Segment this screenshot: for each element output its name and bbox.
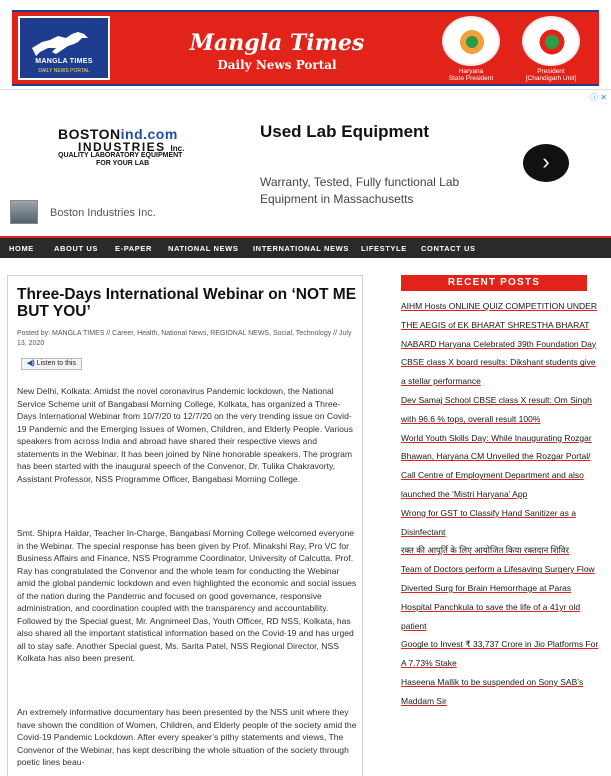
badge-emblem [442,16,500,66]
nav-national-news[interactable]: NATIONAL NEWS [168,244,239,253]
ad-body: Warranty, Tested, Fully functional Lab Equipment in Massachusetts [260,175,460,206]
horse-icon [28,28,100,58]
chandigarh-president-badge [516,16,586,82]
recent-post-link[interactable]: CBSE class X board results: Dikshant students give a stellar performance [401,357,596,387]
haryana-president-badge [436,16,506,82]
listen-button[interactable] [21,358,82,370]
site-tagline: Daily News Portal [217,58,337,72]
ad-headline[interactable]: Used Lab Equipment [260,122,430,141]
ad-logo-industries: INDUSTRIES [78,140,166,154]
badge-label-line2: [Chandigarh Unit] [525,75,577,82]
nav-home[interactable]: HOME [9,244,34,253]
recent-post-link[interactable]: Team of Doctors perform a Lifesaving Surgery Flow Diverted Surg for Brain Hemorrhage at Paras Hospital Panchkula to save the life of a 41yr old patient [401,564,595,631]
header-banner [12,10,599,86]
badge-emblem [522,16,580,66]
logo-subtext: DAILY NEWS PORTAL [38,68,90,74]
recent-post-link[interactable]: Haseena Mallik to be suspended on Sony SAB’s Maddam Sir [401,676,584,706]
ad-logo-inc: Inc. [170,144,185,153]
article-paragraph: An extremely informative documentary has been presented by the NSS unit where they have shown the condition of Women, Children, and Elderly people of the society amid the Covid-19 Pandemic Lockdown. After every speaker’s pithy statements and views, The Convenor of the Webinar, has kept describing the whole situation of the society through poetic lines beau- [17,707,357,767]
badge-label-line1: President [537,68,565,75]
seal-icon [538,28,566,56]
nav-contact-us[interactable]: CONTACT US [421,244,476,253]
nav-lifestyle[interactable]: LIFESTYLE [361,244,407,253]
logo-text: MANGLA TIMES [35,58,93,65]
nav-e-paper[interactable]: E-PAPER [115,244,152,253]
badge-label-line1: Haryana [458,68,484,75]
recent-post-link[interactable]: AIHM Hosts ONLINE QUIZ COMPETITION UNDER THE AEGIS of EK BHARAT SHRESTHA BHARAT [401,301,597,330]
india-map-icon [458,28,486,56]
ad-choices-icon[interactable]: ⓘ ✕ [590,93,607,102]
arrow-right-icon[interactable]: › [523,144,569,182]
recent-posts-list [401,297,601,711]
sidebar [395,270,605,776]
recent-post-link[interactable]: Wrong for GST to Classify Hand Sanitizer as a Disinfectant [401,507,576,537]
article-paragraph: Smt. Shipra Haldar, Teacher In-Charge, Bangabasi Morning College welcomed everyone in the Webinar. The special response has been given by Prof. Minakshi Ray, Pro VC for Business Affairs and Finance, NSS Programme Coordinator, University of Calcutta. Prof. Ray has congratulated the Convenor and the whole team for conducting the Webinar amid the global pandemic lockdown and even highlighted the economic and social issues of the nation during the Pandemic and focused on good governance, responsive administration, and coordination coupled with the transparency and accountability. Followed by the Special guest, Mr. Angnimeel Das, Youth Officer, RD NSS, Kolkata, has also shared all the important statistical information based on the Covid-19 and has urged all to stay safe. Another Special guest, Ms. Sarita Patel, NSS Regional Director, NSS Kolkata has also been present. [17,528,357,663]
recent-post-link[interactable]: Dev Samaj School CBSE class X result: Om Singh with 96.6 % tops, overall result 100% [401,394,592,424]
recent-posts-heading: RECENT POSTS [401,275,587,291]
ad-logo-indcom: ind.com [120,126,178,142]
site-header [0,0,611,90]
listen-label: Listen to this [36,360,76,367]
advertisement[interactable] [0,90,611,236]
main-nav [0,236,611,258]
nav-international-news[interactable]: INTERNATIONAL NEWS [253,244,349,253]
ad-advertiser[interactable]: Boston Industries Inc. [50,207,156,219]
site-logo[interactable] [18,16,110,80]
badge-label-line2: State President [448,75,494,82]
article-meta: Posted by: MANGLA TIMES // Career, Health, National News, REGIONAL NEWS, Social, Technology // July 13, 2020 [17,330,352,347]
site-title[interactable]: Mangla Times [189,30,365,56]
recent-post-link[interactable]: World Youth Skills Day: While Inaugurating Rozgar Bhawan, Haryana CM Unveiled the Rozgar Portal/ Call Centre of Employment Department and also launched the ‘Mistri Haryana’ App [401,432,592,499]
recent-post-link[interactable]: रक्त की आपूर्ति के लिए आयोजित किया रक्तदान शिविर [401,545,569,556]
advertiser-thumbnail [10,200,38,224]
article [7,275,363,776]
ad-logo-tagline2: FOR YOUR LAB [96,160,150,167]
nav-about-us[interactable]: ABOUT US [54,244,98,253]
speaker-icon: ◀) [27,360,35,367]
article-paragraph: New Delhi, Kolkata: Amidst the novel coronavirus Pandemic lockdown, the National Service Scheme unit of Bangabasi Morning College, Kolkata, has organized a Three-Days International Webinar from 10/7/20 to 12/7/20 on the very trending issue on Covid-19 Pandemic and the Emerging Issues of Women, Children, and Elderly People. Various speakers from across India and abroad have shared their respective views and statements in the Webinar. It has been joined by Nine honorable speakers. The program has been started with the inaugural speech of the Convenor, Dr. Tulika Chakravorty, Assistant Professor, NSS Programme Officer, Bangabasi Morning College. [17,386,353,484]
recent-post-link[interactable]: Google to Invest ₹ 33,737 Crore in Jio Platforms For A 7.73% Stake [401,639,599,669]
ad-logo-tagline1: QUALITY LABORATORY EQUIPMENT [58,152,183,159]
article-title: Three-Days International Webinar on ‘NOT ME BUT YOU’ [17,286,357,320]
ad-logo-boston: BOSTON [58,126,121,142]
recent-post-link[interactable]: NABARD Haryana Celebrated 39th Foundation Day [401,338,597,349]
